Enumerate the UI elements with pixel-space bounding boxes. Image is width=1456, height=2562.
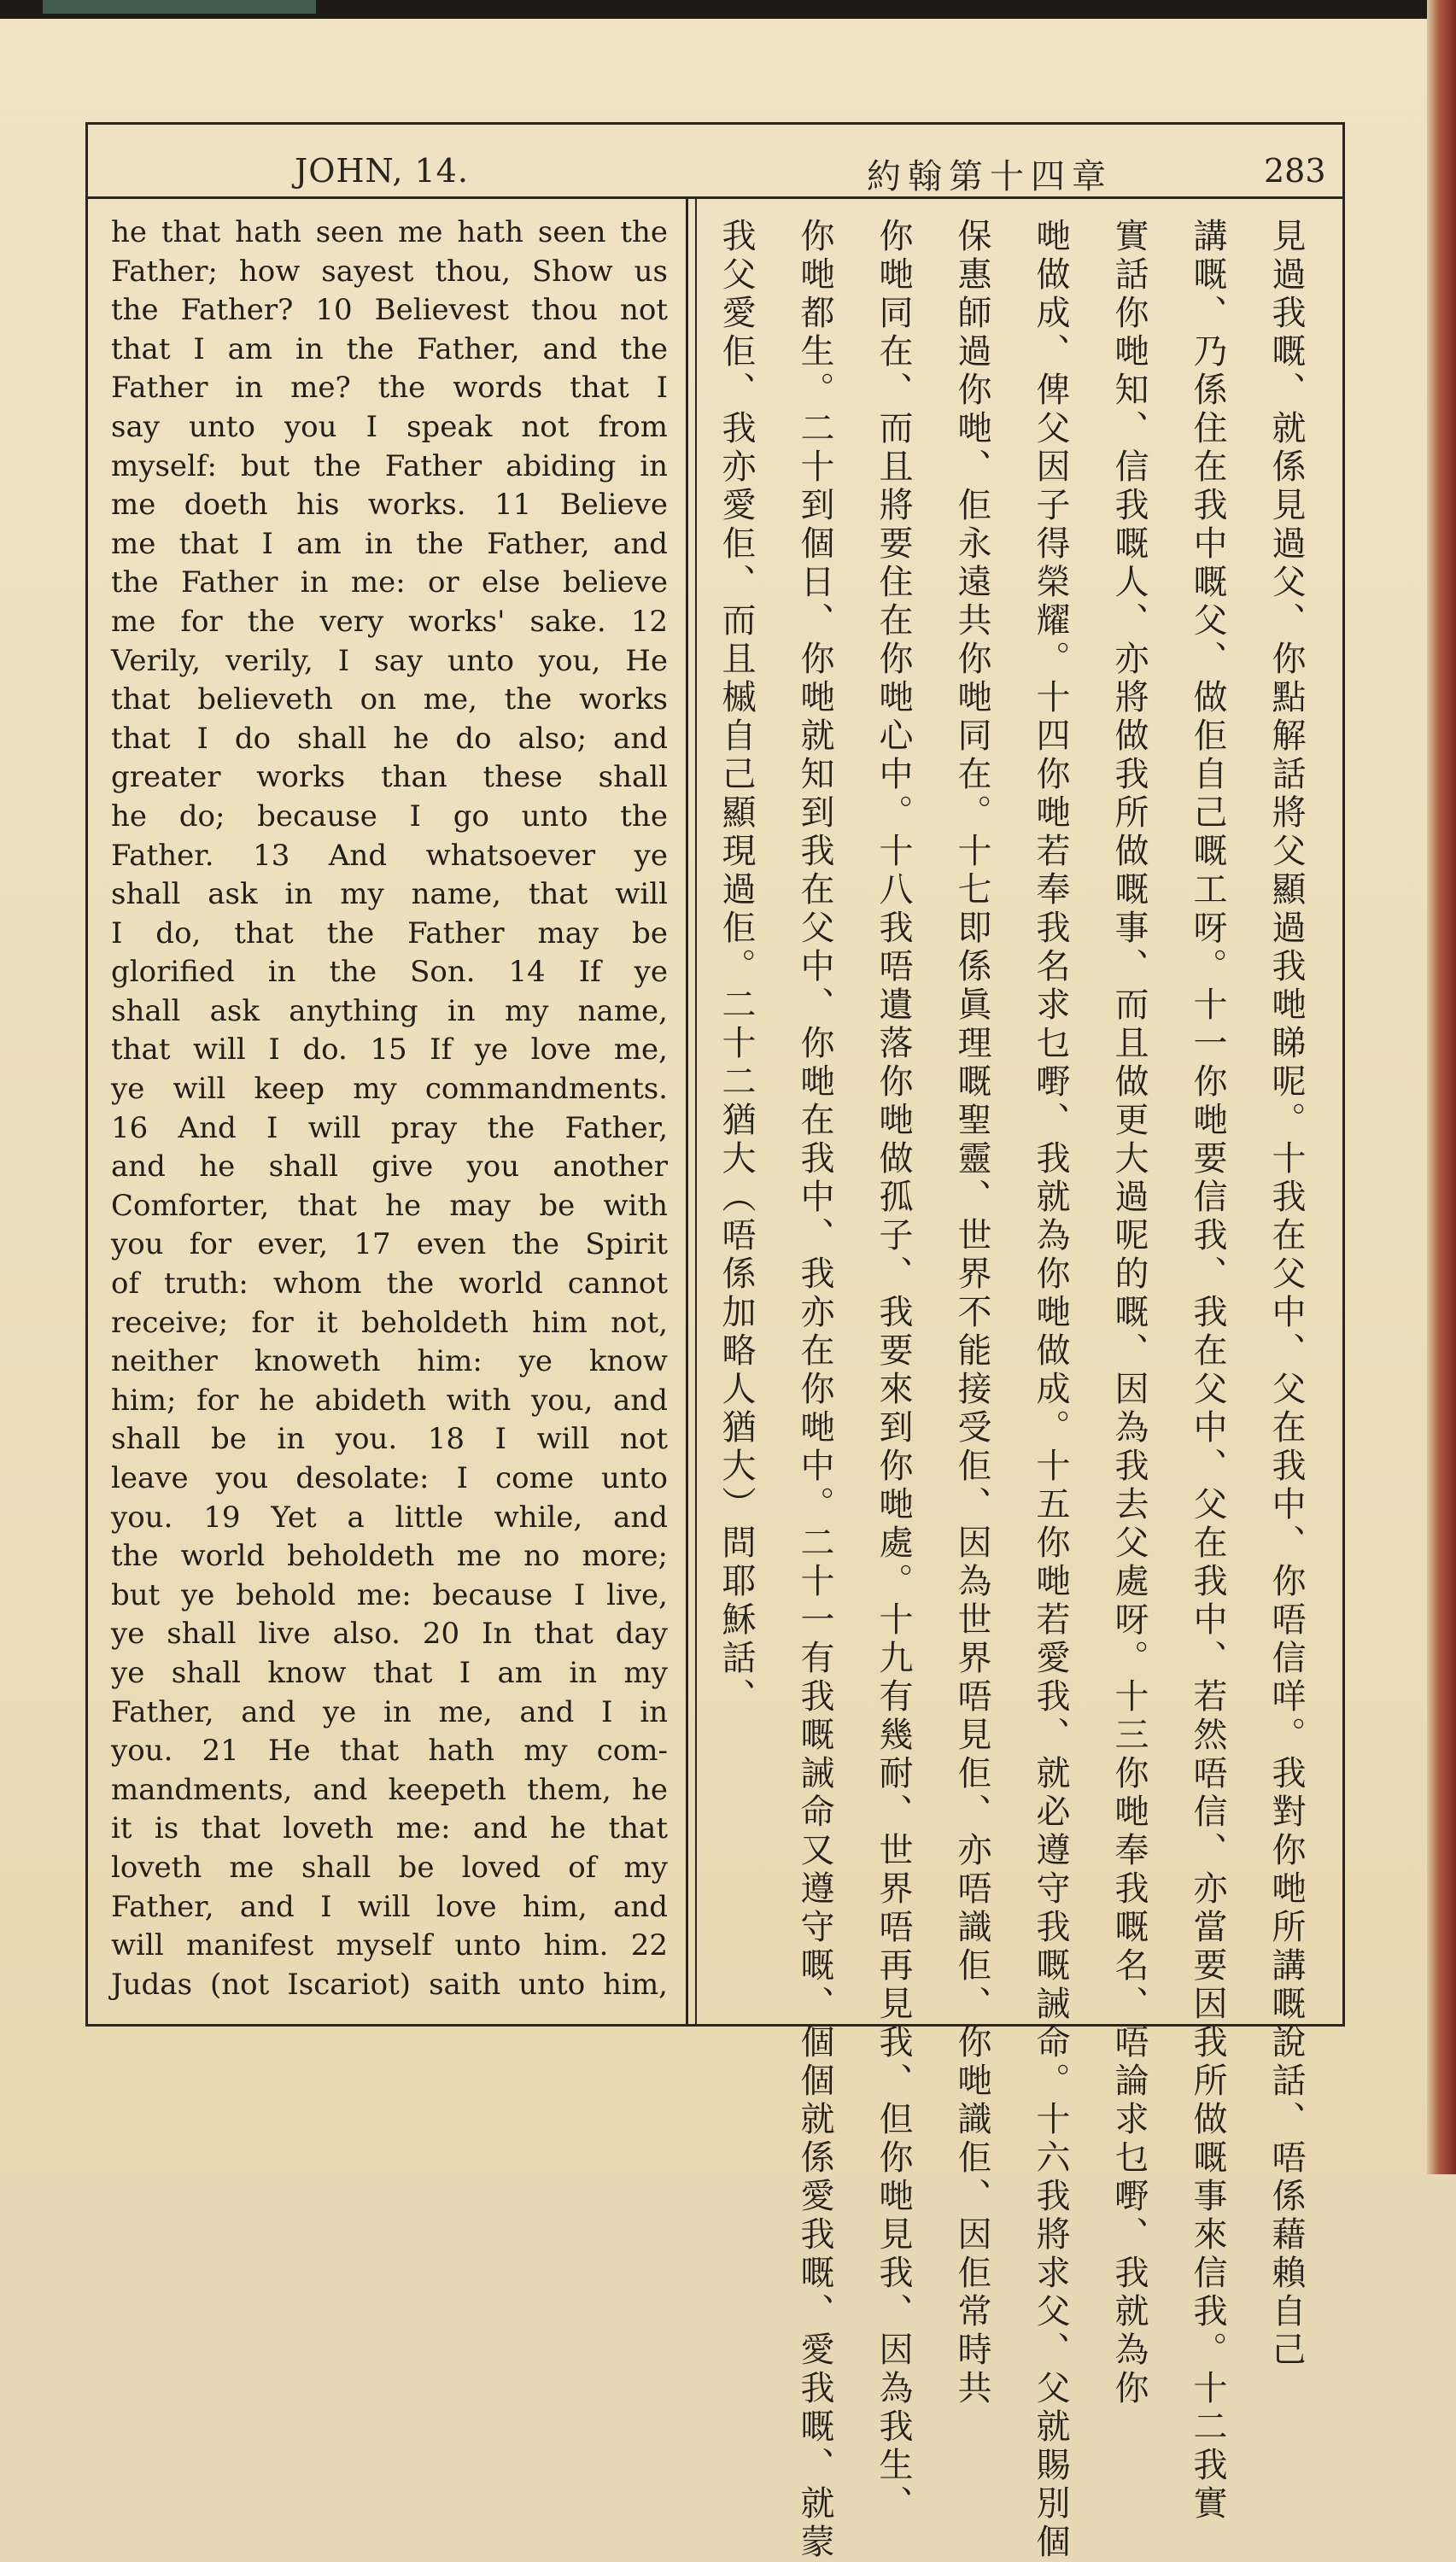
english-line: Father; how sayest thou, Show us <box>111 254 668 289</box>
english-line: Judas (not Iscariot) saith unto him, <box>111 1967 668 2002</box>
chinese-vertical-line: 哋做成、俾父因子得榮耀。十四你哋若奉我名求乜嘢、我就為你哋做成。十五你哋若愛我、就必遵守我嘅誡命。十六我將求父、父就賜別個 <box>1031 218 1070 2562</box>
english-line: shall ask in my name, that will <box>111 877 668 912</box>
chinese-vertical-line: 講嘅、乃係住在我中嘅父、做佢自己嘅工呀。十一你哋要信我、我在父中、父在我中、若然唔信、亦當要因我所做嘅事來信我。十二我實 <box>1188 218 1227 2524</box>
english-line: he do; because I go unto the <box>111 798 668 834</box>
english-line: you for ever, 17 even the Spirit <box>111 1227 668 1262</box>
english-line: I do, that the Father may be <box>111 915 668 951</box>
english-line: you. 19 Yet a little while, and <box>111 1500 668 1535</box>
english-line: will manifest myself unto him. 22 <box>111 1928 668 1963</box>
english-line: Father, and ye in me, and I in <box>111 1694 668 1729</box>
english-line: ye will keep my commandments. <box>111 1072 668 1107</box>
english-line: him; for he abideth with you, and <box>111 1383 668 1418</box>
chinese-vertical-line: 你哋都生。二十到個日、你哋就知到我在父中、你哋在我中、我亦在你哋中。二十一有我嘅誡命又遵守嘅、個個就係愛我嘅、愛我嘅、就蒙 <box>795 218 834 2562</box>
english-running-head: JOHN, 14. <box>295 152 469 190</box>
english-line: neither knoweth him: ye know <box>111 1344 668 1379</box>
english-line: the Father in me: or else believe <box>111 565 668 600</box>
english-line: myself: but the Father abiding in <box>111 448 668 483</box>
english-line: that I am in the Father, and the <box>111 331 668 366</box>
english-line: me that I am in the Father, and <box>111 526 668 561</box>
chinese-vertical-line: 我父愛佢、我亦愛佢、而且槭自己顯現過佢。二十二猶大（唔係加略人猶大）問耶穌話、 <box>716 218 756 1717</box>
english-line: loveth me shall be loved of my <box>111 1850 668 1885</box>
english-line: Father. 13 And whatsoever ye <box>111 838 668 873</box>
english-line: greater works than these shall <box>111 760 668 795</box>
english-line: the Father? 10 Believest thou not <box>111 293 668 328</box>
english-line: you. 21 He that hath my com- <box>111 1734 668 1769</box>
english-line: glorified in the Son. 14 If ye <box>111 955 668 990</box>
chinese-vertical-line: 見過我嘅、就係見過父、你點解話將父顯過我哋睇呢。十我在父中、父在我中、你唔信咩。我對你哋所講嘅說話、唔係藉賴自己 <box>1266 218 1306 2370</box>
chinese-vertical-line: 你哋同在、而且將要住在你哋心中。十八我唔遺落你哋做孤子、我要來到你哋處。十九有幾耐、世界唔再見我、但你哋見我、因為我生、 <box>874 218 913 2524</box>
chinese-running-head: 約翰第十四章 <box>867 157 1113 196</box>
page-number: 283 <box>1264 152 1326 190</box>
english-line: me for the very works' sake. 12 <box>111 604 668 639</box>
english-line: that I do shall he do also; and <box>111 721 668 756</box>
english-line: of truth: whom the world cannot <box>111 1266 668 1301</box>
column-divider-inner <box>695 198 697 2024</box>
top-dark-band <box>0 0 1456 19</box>
english-line: Father in me? the words that I <box>111 371 668 406</box>
english-line: he that hath seen me hath seen the <box>111 215 668 249</box>
column-divider <box>686 198 688 2024</box>
english-line: receive; for it beholdeth him not, <box>111 1305 668 1340</box>
chinese-vertical-line: 實話你哋知、信我嘅人、亦將做我所做嘅事、而且做更大過呢的嘅、因為我去父處呀。十三你哋奉我嘅名、唔論求乜嘢、我就為你 <box>1109 218 1149 2408</box>
header-rule <box>85 196 1345 199</box>
bookmark-ribbon <box>43 0 316 14</box>
english-line: Verily, verily, I say unto you, He <box>111 643 668 678</box>
english-line: 16 And I will pray the Father, <box>111 1110 668 1145</box>
english-line: it is that loveth me: and he that <box>111 1811 668 1846</box>
english-line: ye shall know that I am in my <box>111 1655 668 1690</box>
english-line: me doeth his works. 11 Believe <box>111 488 668 523</box>
english-line: that will I do. 15 If ye love me, <box>111 1032 668 1068</box>
english-line: and he shall give you another <box>111 1149 668 1184</box>
english-line: say unto you I speak not from <box>111 409 668 444</box>
book-edge <box>1427 0 1456 2174</box>
english-line: shall be in you. 18 I will not <box>111 1422 668 1457</box>
english-line: Comforter, that he may be with <box>111 1188 668 1223</box>
english-line: ye shall live also. 20 In that day <box>111 1617 668 1652</box>
english-line: Father, and I will love him, and <box>111 1889 668 1924</box>
english-line: the world beholdeth me no more; <box>111 1539 668 1574</box>
english-line: shall ask anything in my name, <box>111 993 668 1028</box>
chinese-vertical-line: 保惠師過你哋、佢永遠共你哋同在。十七即係眞理嘅聖靈、世界不能接受佢、因為世界唔見佢、亦唔識佢、你哋識佢、因佢常時共 <box>952 218 991 2408</box>
english-line: mandments, and keepeth them, he <box>111 1772 668 1807</box>
english-line: that believeth on me, the works <box>111 682 668 717</box>
english-text-column <box>111 214 668 2007</box>
english-line: leave you desolate: I come unto <box>111 1461 668 1495</box>
english-line: but ye behold me: because I live, <box>111 1577 668 1612</box>
